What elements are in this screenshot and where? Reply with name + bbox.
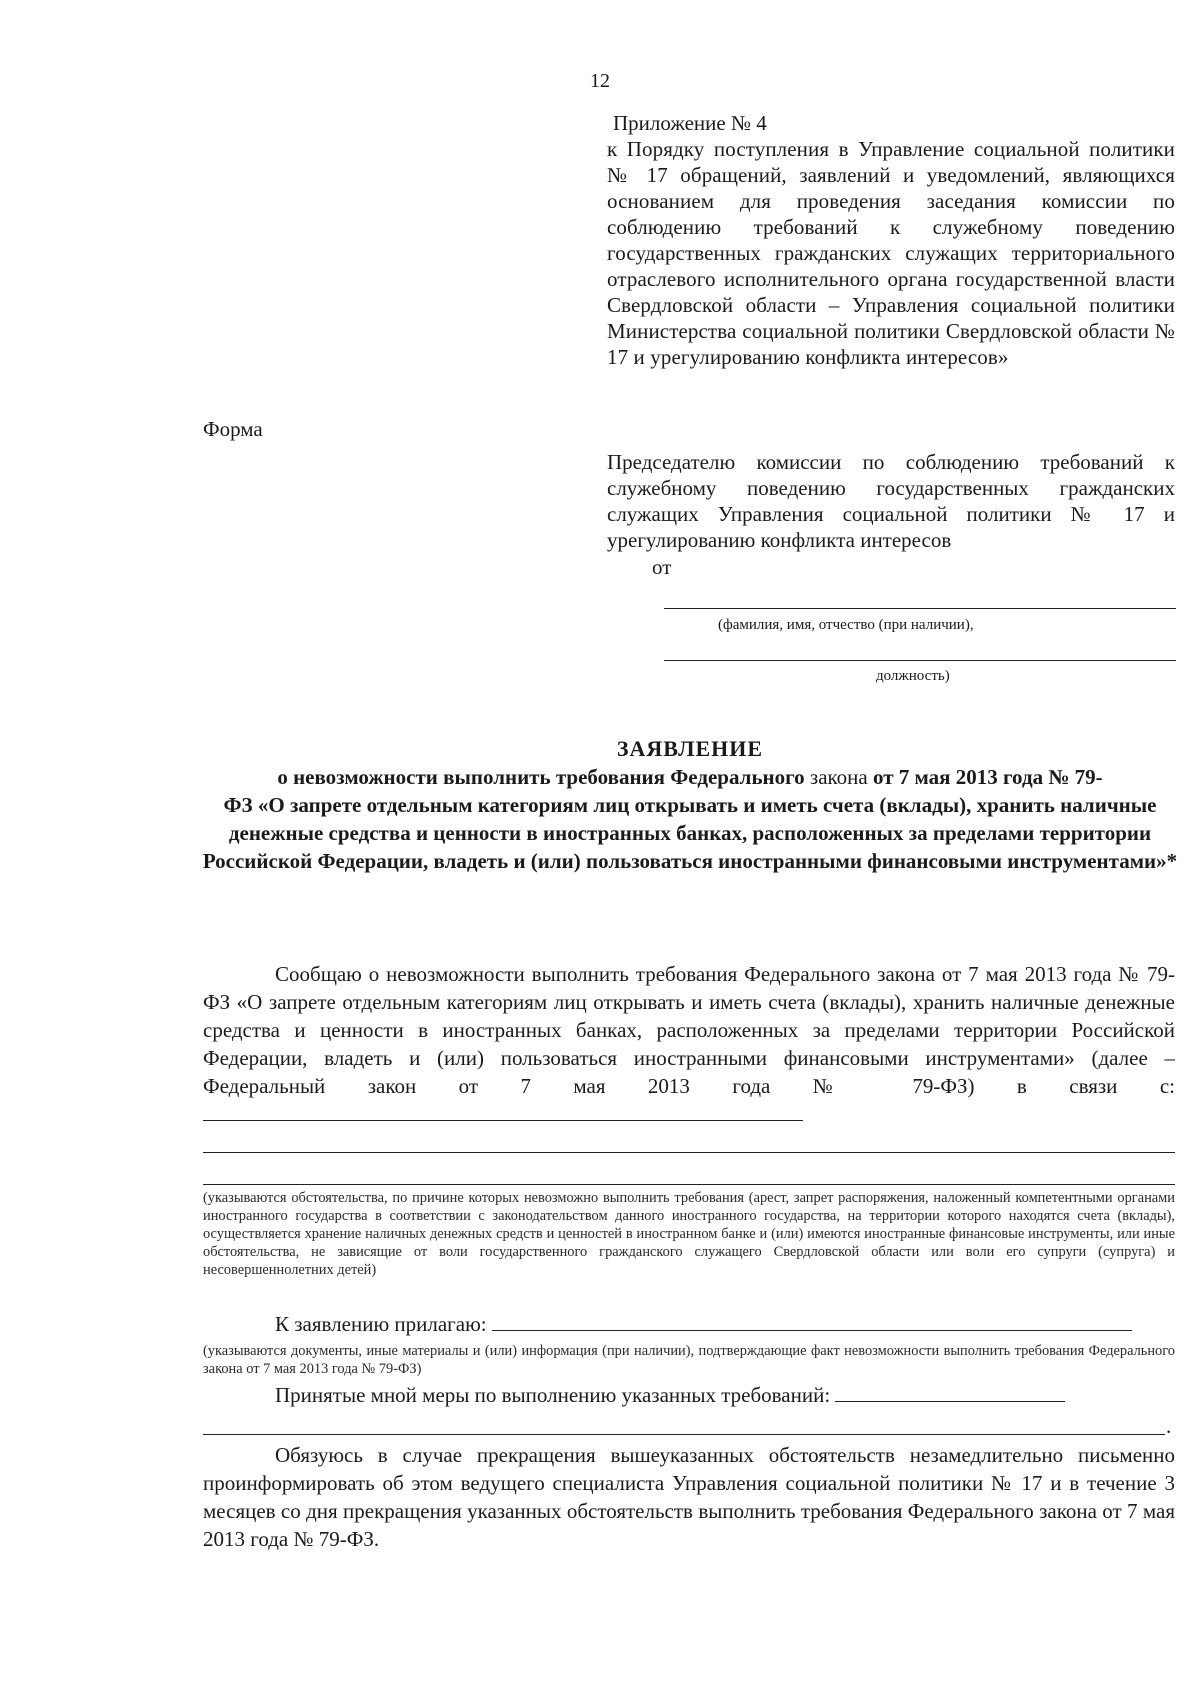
attachment-row: [203, 1311, 1175, 1337]
form-label: Форма: [203, 417, 263, 441]
measures-label: Принятые мной меры по выполнению указанных требований:: [275, 1383, 831, 1407]
document-title: [200, 735, 1180, 875]
reason-fill-line[interactable]: [203, 1102, 803, 1121]
attachment-fill-line[interactable]: [492, 1312, 1132, 1331]
obligation-text: Обязуюсь в случае прекращения вышеуказанных обстоятельств незамедлительно письменно проинформировать об этом ведущего специалиста Управления социальной политики № 17 и в течение 3 месяцев со дня прекращения указанных обстоятельств выполнить требования Федерального закона от 7 мая 2013 года № 79-ФЗ.: [203, 1443, 1175, 1551]
applicant-name-line[interactable]: [664, 608, 1176, 609]
statement-text: Сообщаю о невозможности выполнить требования Федерального закона от 7 мая 2013 года № 79-ФЗ «О запрете отдельным категориям лиц открывать и иметь счета (вклады), хранить наличные денежные средства и ценности в иностранных банках, расположенных за пределами территории Российской Федерации, владеть и (или) пользоваться иностранными финансовыми инструментами» (далее – Федеральный закон от 7 мая 2013 года № 79-ФЗ) в связи с:: [203, 962, 1175, 1098]
measures-fill-line[interactable]: [835, 1383, 1065, 1402]
title-rest: ФЗ «О запрете отдельным категориям лиц открывать и иметь счета (вклады), хранить наличные денежные средства и ценности в иностранных банках, расположенных за пределами территории Российской Федерации, владеть и (или) пользоваться иностранными финансовыми инструментами»*: [202, 793, 1178, 873]
reason-line-2[interactable]: [203, 1152, 1175, 1153]
title-part-normal: закона: [804, 765, 873, 789]
from-label: от: [652, 555, 672, 579]
title-part-b: от 7 мая 2013 года № 79-: [872, 765, 1103, 789]
title-heading: ЗАЯВЛЕНИЕ: [616, 736, 764, 761]
appendix-text: к Порядку поступления в Управление социальной политики № 17 обращений, заявлений и уведомлений, являющихся основанием для проведения заседания комиссии по соблюдению требований к служебному поведению государственных гражданских служащих территориального отраслевого исполнительного органа государственной власти Свердловской области – Управления социальной политики Министерства социальной политики Свердловской области № 17 и урегулированию конфликта интересов»: [607, 137, 1175, 369]
reason-line-3[interactable]: [203, 1184, 1175, 1185]
page-number: 12: [590, 70, 610, 92]
name-caption: (фамилия, имя, отчество (при наличии),: [718, 617, 974, 633]
title-part-a: о невозможности выполнить требования Федерального: [277, 765, 805, 789]
addressee-text: Председателю комиссии по соблюдению требований к служебному поведению государственных гражданских служащих Управления социальной политики № 17 и урегулированию конфликта интересов: [607, 450, 1175, 552]
statement-paragraph: [203, 960, 1175, 1128]
measures-line-2[interactable]: [203, 1434, 1165, 1435]
measures-end-mark: .: [1166, 1414, 1172, 1438]
applicant-position-line[interactable]: [664, 660, 1176, 661]
title-line-1: [200, 763, 1180, 791]
appendix-block: [607, 110, 1175, 370]
appendix-title: Приложение № 4: [613, 111, 767, 135]
obligation-paragraph: [203, 1441, 1175, 1553]
reason-explanation: (указываются обстоятельства, по причине которых невозможно выполнить требования (арест, запрет распоряжения, наложенный компетентными органами иностранного государства в соответствии с законодательством данного иностранного государства, на территории которого находятся счета (вклады), осуществляется хранение наличных денежных средств и ценностей в иностранном банке и (или) имеются иностранные финансовые инструменты, или иные обстоятельства, не зависящие от воли государственного гражданского служащего Свердловской области или воли его супруги (супруга) и несовершеннолетних детей): [203, 1190, 1175, 1278]
measures-row: [203, 1382, 1175, 1408]
attachment-label: К заявлению прилагаю:: [275, 1312, 487, 1336]
position-caption: должность): [876, 668, 950, 684]
attachment-caption: (указываются документы, иные материалы и (или) информация (при наличии), подтверждающие факт невозможности выполнить требования Федерального закона от 7 мая 2013 года № 79-ФЗ): [203, 1343, 1175, 1377]
